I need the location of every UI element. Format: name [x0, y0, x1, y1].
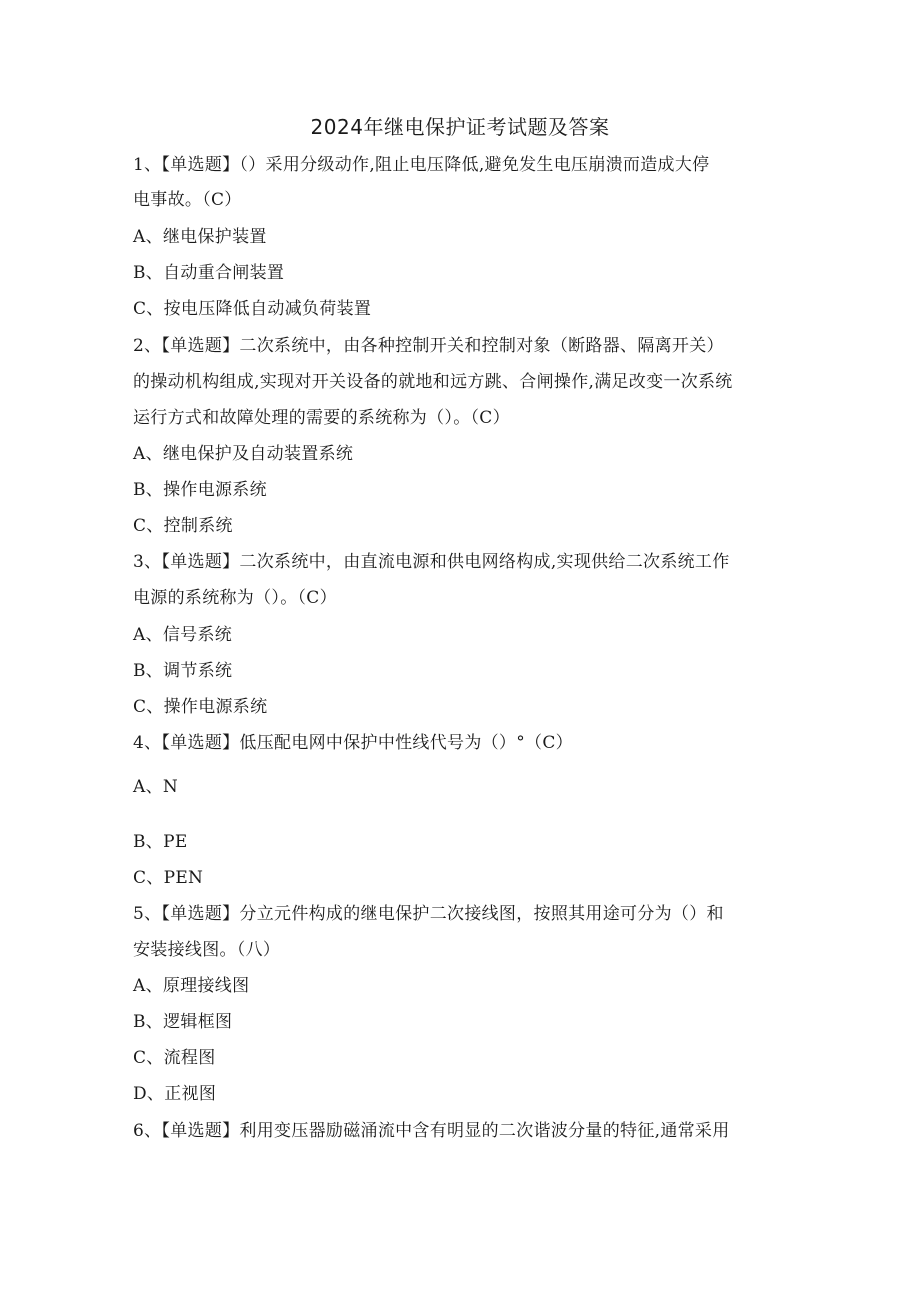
question-5-stem-line-2: 安装接线图。（八）: [133, 940, 281, 960]
question-1-option-b: B、自动重合闸装置: [133, 263, 285, 283]
question-2-option-a: A、继电保护及自动装置系统: [133, 444, 354, 464]
question-5-option-a: A、原理接线图: [133, 976, 250, 996]
question-4-option-b: B、PE: [133, 832, 188, 852]
question-6-stem-line-1: 6、【单选题】利用变压器励磁涌流中含有明显的二次谐波分量的特征,通常采用: [133, 1121, 730, 1141]
question-3-stem-line-1: 3、【单选题】二次系统中，由直流电源和供电网络构成,实现供给二次系统工作: [133, 552, 730, 572]
question-5-option-d: D、正视图: [133, 1084, 217, 1104]
question-2-stem-line-2: 的操动机构组成,实现对开关设备的就地和远方跳、合闸操作,满足改变一次系统: [133, 372, 733, 392]
question-5-option-c: C、流程图: [133, 1048, 216, 1068]
question-4-stem-line-1: 4、【单选题】低压配电网中保护中性线代号为（）°（C）: [133, 733, 573, 753]
document-title: 2024年继电保护证考试题及答案: [310, 115, 610, 139]
question-1-option-c: C、按电压降低自动减负荷装置: [133, 299, 372, 319]
question-4-option-c: C、PEN: [133, 868, 204, 888]
question-5-stem-line-1: 5、【单选题】分立元件构成的继电保护二次接线图，按照其用途可分为（）和: [133, 904, 724, 924]
question-2-option-c: C、控制系统: [133, 516, 233, 536]
question-2-stem-line-3: 运行方式和故障处理的需要的系统称为（）。（C）: [133, 408, 510, 428]
question-1-option-a: A、继电保护装置: [133, 227, 267, 247]
question-1-stem-line-2: 电事故。（C）: [133, 190, 242, 210]
question-2-stem-line-1: 2、【单选题】二次系统中，由各种控制开关和控制对象（断路器、隔离开关）: [133, 336, 724, 356]
question-5-option-b: B、逻辑框图: [133, 1012, 233, 1032]
question-2-option-b: B、操作电源系统: [133, 480, 267, 500]
question-3-option-b: B、调节系统: [133, 661, 233, 681]
question-3-stem-line-2: 电源的系统称为（）。（C）: [133, 588, 337, 608]
question-4-option-a: A、N: [133, 777, 179, 797]
question-3-option-c: C、操作电源系统: [133, 697, 268, 717]
question-3-option-a: A、信号系统: [133, 625, 233, 645]
question-1-stem-line-1: 1、【单选题】（）采用分级动作,阻止电压降低,避免发生电压崩溃而造成大停: [133, 155, 710, 175]
